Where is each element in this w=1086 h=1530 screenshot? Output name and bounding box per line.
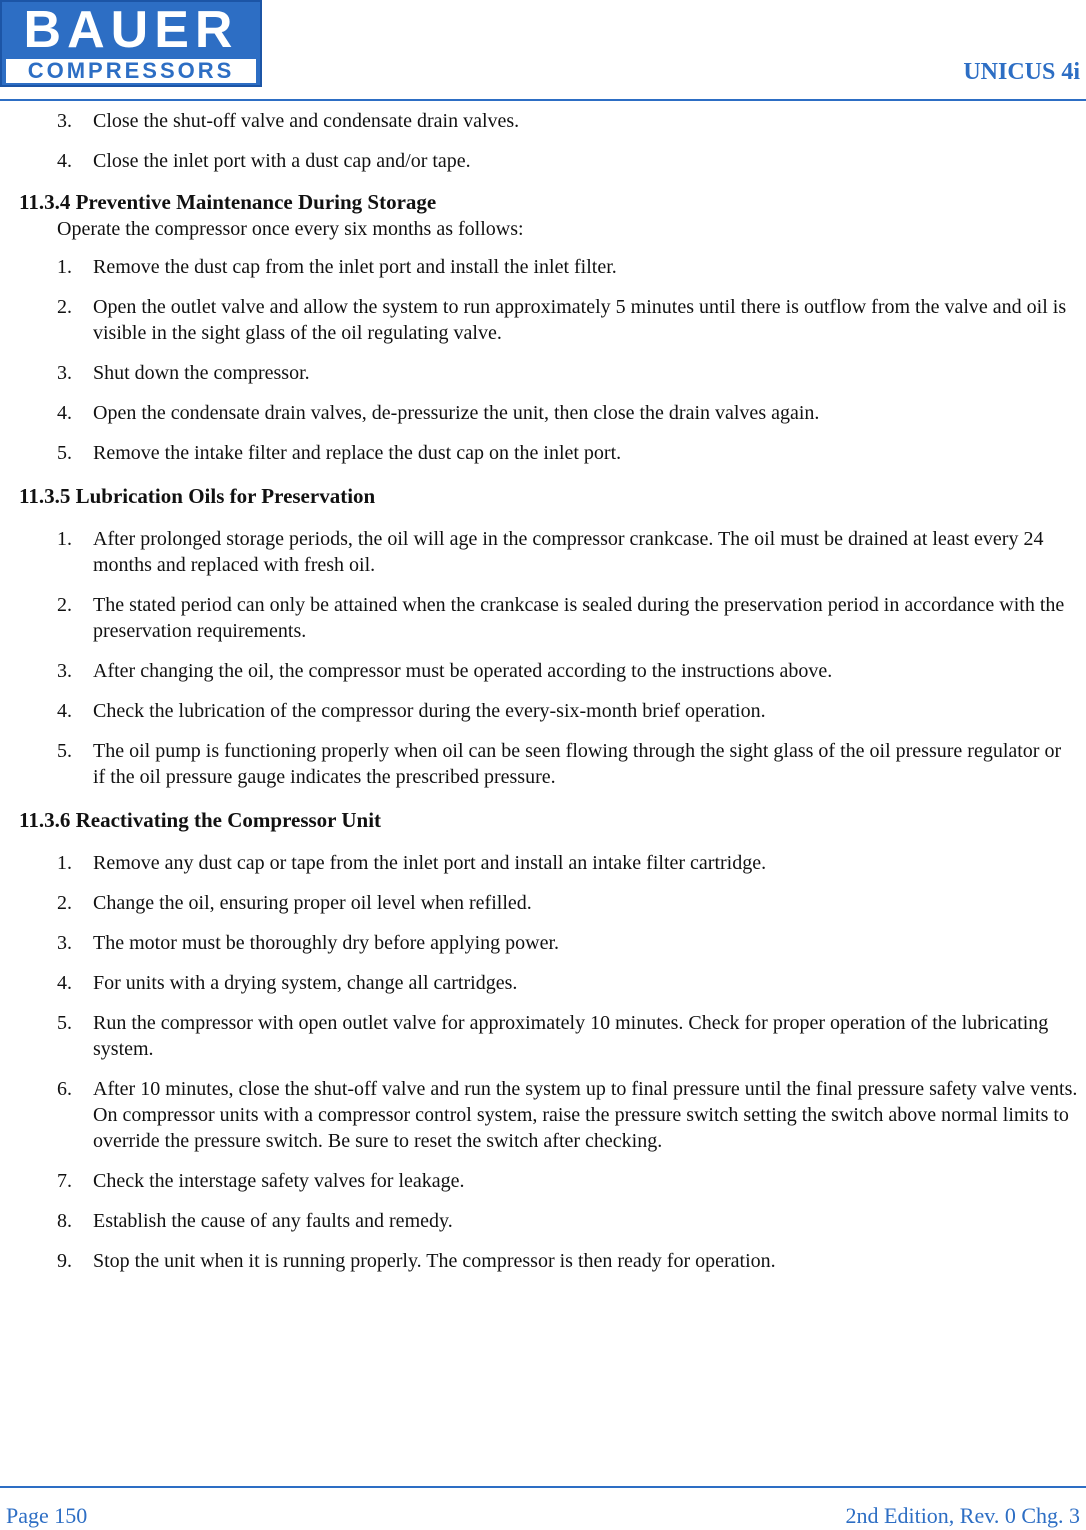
item-number: 4.: [57, 972, 72, 994]
list-item: [0, 400, 1086, 426]
item-number: 2.: [57, 594, 72, 616]
item-number: 3.: [57, 660, 72, 682]
item-text: Check the interstage safety valves for leakage.: [93, 1170, 465, 1192]
item-text: Stop the unit when it is running properly. The compressor is then ready for operation.: [93, 1250, 776, 1272]
section-intro: Operate the compressor once every six months as follows:: [57, 218, 524, 240]
item-number: 5.: [57, 442, 72, 464]
item-number: 1.: [57, 528, 72, 550]
item-text: Remove any dust cap or tape from the inlet port and install an intake filter cartridge.: [93, 852, 767, 874]
header-divider: [0, 99, 1086, 101]
item-text: Shut down the compressor.: [93, 362, 310, 384]
list-item: [0, 254, 1086, 280]
bauer-logo: [0, 0, 262, 87]
list-item: [0, 930, 1086, 956]
page-content: [0, 108, 1086, 1274]
section-heading: 11.3.5 Lubrication Oils for Preservation: [19, 484, 376, 508]
list-item: [0, 360, 1086, 386]
list-item: [0, 698, 1086, 724]
section-heading: 11.3.6 Reactivating the Compressor Unit: [19, 808, 382, 832]
list-item: [0, 890, 1086, 916]
list-item: [0, 1208, 1086, 1234]
item-text: Open the condensate drain valves, de-pressurize the unit, then close the drain valves again.: [93, 402, 820, 424]
list-item: [0, 148, 1086, 174]
item-number: 8.: [57, 1210, 72, 1232]
item-text: Check the lubrication of the compressor during the every-six-month brief operation.: [93, 700, 766, 722]
item-text: The stated period can only be attained when the crankcase is sealed during the preservation period in accordance with the preservation requirements.: [93, 594, 1065, 642]
item-text: After 10 minutes, close the shut-off valve and run the system up to final pressure until the final pressure safety valve vents. On compressor units with a compressor control system, raise the pressure switch setting the switch above normal limits to override the pressure switch. Be sure to reset the switch after checking.: [93, 1078, 1078, 1152]
list-item: [0, 850, 1086, 876]
logo-subbrand-text: COMPRESSORS: [6, 59, 256, 83]
list-item: [0, 658, 1086, 684]
list-item: [0, 1168, 1086, 1194]
item-number: 2.: [57, 892, 72, 914]
item-number: 3.: [57, 362, 72, 384]
item-text: The oil pump is functioning properly when oil can be seen flowing through the sight glass of the oil pressure regulator or if the oil pressure gauge indicates the prescribed pressure.: [93, 740, 1062, 788]
footer-divider: [0, 1486, 1086, 1488]
model-title: UNICUS 4i: [963, 59, 1080, 85]
list-item: [0, 1010, 1086, 1062]
item-number: 5.: [57, 740, 72, 762]
item-text: Remove the dust cap from the inlet port and install the inlet filter.: [93, 256, 617, 278]
item-number: 4.: [57, 150, 72, 172]
item-number: 6.: [57, 1078, 72, 1100]
item-text: After prolonged storage periods, the oil will age in the compressor crankcase. The oil must be drained at least every 24 months and replaced with fresh oil.: [93, 528, 1044, 576]
item-number: 1.: [57, 256, 72, 278]
item-text: Open the outlet valve and allow the system to run approximately 5 minutes until there is outflow from the valve and oil is visible in the sight glass of the oil regulating valve.: [93, 296, 1067, 344]
list-item: [0, 526, 1086, 578]
list-item: [0, 108, 1086, 134]
item-text: Establish the cause of any faults and remedy.: [93, 1210, 453, 1232]
edition-info: 2nd Edition, Rev. 0 Chg. 3: [845, 1503, 1080, 1528]
item-number: 1.: [57, 852, 72, 874]
list-item: [0, 738, 1086, 790]
item-number: 9.: [57, 1250, 72, 1272]
list-item: [0, 970, 1086, 996]
item-text: Remove the intake filter and replace the dust cap on the inlet port.: [93, 442, 622, 464]
logo-brand-text: BAUER: [23, 1, 239, 59]
section-heading: 11.3.4 Preventive Maintenance During Storage: [19, 190, 437, 214]
list-item: [0, 294, 1086, 346]
page-number: Page 150: [6, 1503, 88, 1528]
item-number: 2.: [57, 296, 72, 318]
list-item: [0, 592, 1086, 644]
item-number: 5.: [57, 1012, 72, 1034]
list-item: [0, 440, 1086, 466]
item-number: 7.: [57, 1170, 72, 1192]
item-text: Change the oil, ensuring proper oil level when refilled.: [93, 892, 532, 914]
item-number: 3.: [57, 932, 72, 954]
item-number: 4.: [57, 402, 72, 424]
item-text: The motor must be thoroughly dry before applying power.: [93, 932, 560, 954]
item-number: 3.: [57, 110, 72, 132]
item-number: 4.: [57, 700, 72, 722]
item-text: Run the compressor with open outlet valve for approximately 10 minutes. Check for proper operation of the lubricating system.: [93, 1012, 1049, 1060]
item-text: Close the shut-off valve and condensate drain valves.: [93, 110, 520, 132]
item-text: For units with a drying system, change all cartridges.: [93, 972, 518, 994]
item-text: After changing the oil, the compressor must be operated according to the instructions above.: [93, 660, 833, 682]
item-text: Close the inlet port with a dust cap and/or tape.: [93, 150, 471, 172]
list-item: [0, 1248, 1086, 1274]
list-item: [0, 1076, 1086, 1154]
